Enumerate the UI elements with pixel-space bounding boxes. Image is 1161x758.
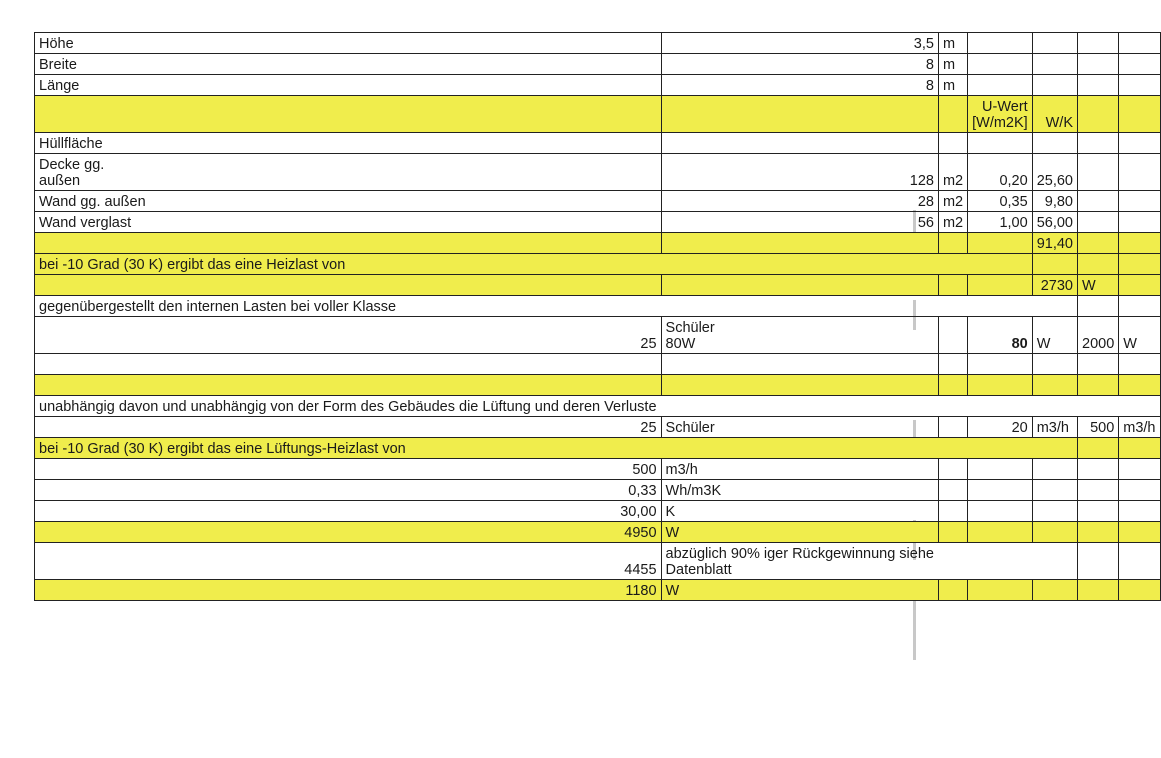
cell[interactable]: [968, 233, 1033, 254]
cell[interactable]: [1078, 354, 1119, 375]
cell-unit[interactable]: m3/h: [661, 459, 938, 480]
cell[interactable]: [1078, 459, 1119, 480]
cell[interactable]: [1032, 133, 1077, 154]
cell[interactable]: [938, 417, 967, 438]
cell[interactable]: [1119, 543, 1160, 580]
cell-value[interactable]: 56,00: [1032, 212, 1077, 233]
cell[interactable]: [1078, 522, 1119, 543]
cell-unit[interactable]: m: [938, 33, 967, 54]
cell[interactable]: [661, 396, 938, 417]
cell[interactable]: [1119, 396, 1160, 417]
recovery-text[interactable]: abzüglich 90% iger Rückgewinnung siehe Datenblatt: [661, 543, 938, 580]
heat-load-sheet: [34, 32, 1161, 601]
cell[interactable]: [1078, 501, 1119, 522]
table-header-row: [35, 96, 1161, 133]
cell[interactable]: [1119, 133, 1160, 154]
ventilation-text[interactable]: unabhängig davon und unabhängig von der Form des Gebäudes die Lüftung und deren Verluste: [35, 396, 662, 417]
cell[interactable]: [968, 459, 1033, 480]
net-load-value[interactable]: 1180: [35, 580, 662, 601]
cell-value[interactable]: 56: [661, 212, 938, 233]
wk-header[interactable]: W/K: [1032, 96, 1077, 133]
cell[interactable]: [968, 480, 1033, 501]
cell[interactable]: [1119, 459, 1160, 480]
cell[interactable]: [968, 354, 1033, 375]
cell-value[interactable]: 0,35: [968, 191, 1033, 212]
cell-label[interactable]: Wand verglast: [35, 212, 662, 233]
cell[interactable]: [1032, 396, 1077, 417]
cell[interactable]: [661, 375, 938, 396]
cell[interactable]: [968, 580, 1033, 601]
cell[interactable]: [35, 354, 662, 375]
cell-unit[interactable]: W: [1032, 317, 1077, 354]
cell[interactable]: [1119, 75, 1160, 96]
u-value-header[interactable]: U-Wert [W/m2K]: [968, 96, 1033, 133]
cell[interactable]: [1032, 75, 1077, 96]
cell-unit[interactable]: W: [1119, 317, 1160, 354]
cell[interactable]: [1032, 254, 1077, 275]
cell[interactable]: [968, 438, 1033, 459]
table-row: [35, 33, 1161, 54]
cell[interactable]: [1032, 522, 1077, 543]
cell[interactable]: [1119, 438, 1160, 459]
cell[interactable]: [1032, 296, 1077, 317]
cell[interactable]: [968, 275, 1033, 296]
cell[interactable]: [1119, 501, 1160, 522]
cell[interactable]: [1032, 543, 1077, 580]
cell[interactable]: [968, 296, 1033, 317]
cell-value[interactable]: 9,80: [1032, 191, 1077, 212]
cell[interactable]: [968, 396, 1033, 417]
table-row: [35, 154, 1161, 191]
cell-unit[interactable]: m2: [938, 191, 967, 212]
table-row: [35, 522, 1161, 543]
cell-value[interactable]: 4455: [35, 543, 662, 580]
cell[interactable]: [968, 75, 1033, 96]
cell[interactable]: [35, 96, 662, 133]
cell-unit[interactable]: K: [661, 501, 938, 522]
cell[interactable]: [1078, 296, 1119, 317]
table-row: [35, 375, 1161, 396]
cell-unit[interactable]: W: [661, 580, 938, 601]
cell-label[interactable]: Länge: [35, 75, 662, 96]
cell-unit[interactable]: m3/h: [1119, 417, 1160, 438]
cell[interactable]: [1078, 254, 1119, 275]
cell[interactable]: [938, 459, 967, 480]
cell[interactable]: [661, 438, 938, 459]
cell[interactable]: [1032, 375, 1077, 396]
table-row: [35, 54, 1161, 75]
cell-value[interactable]: 8: [661, 54, 938, 75]
cell[interactable]: [1032, 459, 1077, 480]
cell[interactable]: [938, 354, 967, 375]
table-row: [35, 233, 1161, 254]
cell[interactable]: [938, 96, 967, 133]
table-row: [35, 296, 1161, 317]
cell[interactable]: [1078, 212, 1119, 233]
table-row: [35, 438, 1161, 459]
cell[interactable]: [938, 396, 967, 417]
cell-value[interactable]: 0,33: [35, 480, 662, 501]
cell-value[interactable]: 0,20: [968, 154, 1033, 191]
cell[interactable]: [1078, 396, 1119, 417]
cell-label[interactable]: Hüllfläche: [35, 133, 662, 154]
cell[interactable]: [1078, 75, 1119, 96]
cell[interactable]: [1119, 275, 1160, 296]
cell[interactable]: [1078, 438, 1119, 459]
cell-value[interactable]: 25,60: [1032, 154, 1077, 191]
table-row: [35, 133, 1161, 154]
cell[interactable]: [1032, 438, 1077, 459]
cell[interactable]: [938, 254, 967, 275]
cell[interactable]: [938, 275, 967, 296]
cell[interactable]: [1032, 480, 1077, 501]
cell[interactable]: [938, 233, 967, 254]
ventilation-load-value[interactable]: 4950: [35, 522, 662, 543]
cell[interactable]: [661, 133, 938, 154]
cell[interactable]: [1078, 133, 1119, 154]
table-row: [35, 275, 1161, 296]
cell[interactable]: [938, 375, 967, 396]
cell[interactable]: [1119, 522, 1160, 543]
internal-loads-text[interactable]: gegenübergestellt den internen Lasten bei voller Klasse: [35, 296, 662, 317]
cell[interactable]: [661, 296, 938, 317]
cell-value[interactable]: 3,5: [661, 33, 938, 54]
cell-value[interactable]: 8: [661, 75, 938, 96]
cell-value[interactable]: 2000: [1078, 317, 1119, 354]
cell[interactable]: [1032, 33, 1077, 54]
cell[interactable]: [1078, 154, 1119, 191]
cell-value[interactable]: 25: [35, 317, 662, 354]
cell[interactable]: [1119, 480, 1160, 501]
cell[interactable]: [938, 501, 967, 522]
cell-unit[interactable]: m: [938, 75, 967, 96]
cell-label[interactable]: Breite: [35, 54, 662, 75]
cell[interactable]: [661, 254, 938, 275]
cell[interactable]: [1032, 580, 1077, 601]
table-row: [35, 480, 1161, 501]
table-row: [35, 191, 1161, 212]
table-row: [35, 212, 1161, 233]
cell[interactable]: [938, 317, 967, 354]
cell-unit[interactable]: m2: [938, 212, 967, 233]
cell[interactable]: [1078, 191, 1119, 212]
cell[interactable]: [938, 580, 967, 601]
cell-value[interactable]: 28: [661, 191, 938, 212]
cell[interactable]: [1078, 33, 1119, 54]
cell[interactable]: [1078, 543, 1119, 580]
cell-value[interactable]: 500: [35, 459, 662, 480]
cell-value[interactable]: 1,00: [968, 212, 1033, 233]
cell-unit[interactable]: W: [1078, 275, 1119, 296]
table-row: [35, 354, 1161, 375]
cell-value[interactable]: 30,00: [35, 501, 662, 522]
cell-unit[interactable]: m3/h: [1032, 417, 1077, 438]
cell[interactable]: [968, 522, 1033, 543]
cell[interactable]: [938, 438, 967, 459]
cell[interactable]: [1119, 580, 1160, 601]
cell[interactable]: [1078, 375, 1119, 396]
cell[interactable]: [661, 275, 938, 296]
cell[interactable]: [661, 233, 938, 254]
cell-unit[interactable]: Wh/m3K: [661, 480, 938, 501]
cell-value[interactable]: 20: [968, 417, 1033, 438]
cell-unit[interactable]: m: [938, 54, 967, 75]
cell[interactable]: [1119, 233, 1160, 254]
cell[interactable]: [1119, 33, 1160, 54]
cell[interactable]: [661, 354, 938, 375]
cell[interactable]: [1119, 375, 1160, 396]
cell-label[interactable]: Decke gg. außen: [35, 154, 662, 191]
cell-label[interactable]: Wand gg. außen: [35, 191, 662, 212]
cell[interactable]: [968, 33, 1033, 54]
sum-value[interactable]: 91,40: [1032, 233, 1077, 254]
cell[interactable]: [968, 543, 1033, 580]
cell[interactable]: [35, 275, 662, 296]
scan-edge-mark: [913, 600, 916, 660]
cell[interactable]: [968, 254, 1033, 275]
table-row: [35, 417, 1161, 438]
cell-value[interactable]: 128: [661, 154, 938, 191]
cell[interactable]: [35, 233, 662, 254]
cell[interactable]: [938, 543, 967, 580]
cell-value[interactable]: 500: [1078, 417, 1119, 438]
table-row: [35, 254, 1161, 275]
cell[interactable]: [1078, 54, 1119, 75]
cell[interactable]: [1119, 296, 1160, 317]
table-row: [35, 317, 1161, 354]
cell-label[interactable]: Schüler 80W: [661, 317, 938, 354]
cell[interactable]: [1032, 501, 1077, 522]
cell[interactable]: [1119, 191, 1160, 212]
cell[interactable]: [661, 96, 938, 133]
cell[interactable]: [35, 375, 662, 396]
cell-unit[interactable]: m2: [938, 154, 967, 191]
cell[interactable]: [1078, 580, 1119, 601]
cell[interactable]: [1119, 212, 1160, 233]
table-row: [35, 396, 1161, 417]
cell[interactable]: [938, 133, 967, 154]
cell[interactable]: [968, 133, 1033, 154]
cell[interactable]: [1119, 54, 1160, 75]
table-row: [35, 501, 1161, 522]
table-row: [35, 75, 1161, 96]
cell[interactable]: [1078, 233, 1119, 254]
cell[interactable]: [1032, 354, 1077, 375]
cell[interactable]: [968, 54, 1033, 75]
cell-value[interactable]: 80: [968, 317, 1033, 354]
heating-load-value[interactable]: 2730: [1032, 275, 1077, 296]
cell-value[interactable]: 25: [35, 417, 662, 438]
cell[interactable]: [968, 501, 1033, 522]
cell[interactable]: [1119, 254, 1160, 275]
table-row: [35, 543, 1161, 580]
cell[interactable]: [938, 522, 967, 543]
cell-label[interactable]: Höhe: [35, 33, 662, 54]
cell[interactable]: [938, 480, 967, 501]
cell-unit[interactable]: W: [661, 522, 938, 543]
heating-load-text[interactable]: bei -10 Grad (30 K) ergibt das eine Heizlast von: [35, 254, 662, 275]
cell[interactable]: [968, 375, 1033, 396]
cell[interactable]: [1119, 154, 1160, 191]
cell[interactable]: [938, 296, 967, 317]
cell-label[interactable]: Schüler: [661, 417, 938, 438]
cell[interactable]: [1078, 96, 1119, 133]
cell[interactable]: [1032, 54, 1077, 75]
cell[interactable]: [1078, 480, 1119, 501]
cell[interactable]: [1119, 96, 1160, 133]
ventilation-load-text[interactable]: bei -10 Grad (30 K) ergibt das eine Lüftungs-Heizlast von: [35, 438, 662, 459]
cell[interactable]: [1119, 354, 1160, 375]
table-row: [35, 580, 1161, 601]
table-row: [35, 459, 1161, 480]
